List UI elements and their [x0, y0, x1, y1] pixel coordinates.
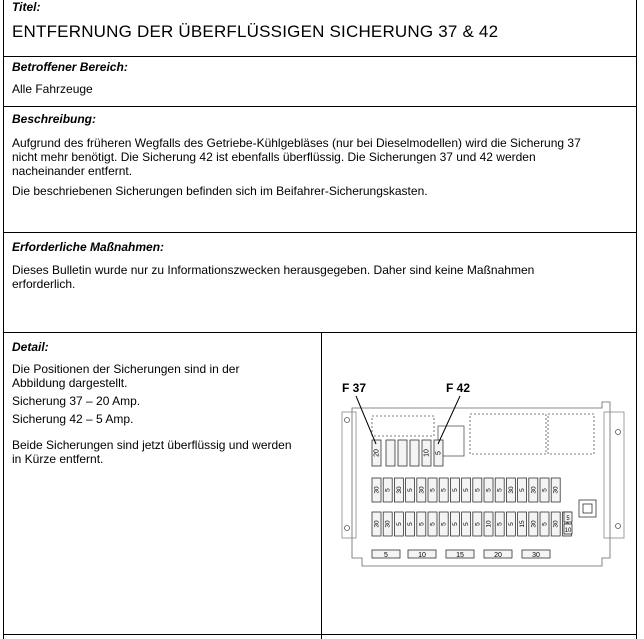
- detail-line: Sicherung 42 – 5 Amp.: [12, 412, 134, 426]
- fuse-label: 5: [519, 488, 527, 492]
- fuse-label: 30: [395, 486, 403, 494]
- fuse-label: 5: [507, 522, 515, 526]
- description-line: Die beschriebenen Sicherungen befinden sich im Beifahrer-Sicherungskasten.: [12, 184, 428, 198]
- description-line: nicht mehr benötigt. Die Sicherung 42 ist ebenfalls überflüssig. Die Sicherungen 37 und 42 werden: [12, 150, 536, 164]
- fuse-label: 10: [485, 520, 493, 528]
- divider: [3, 232, 637, 233]
- mounting-bracket: [604, 412, 624, 538]
- fuse: [386, 440, 395, 466]
- fuse-label: 30: [552, 520, 560, 528]
- fuse-label: 5: [496, 488, 504, 492]
- description-text: [12, 136, 632, 198]
- fuse-label: 30: [552, 486, 560, 494]
- relay: [579, 500, 596, 517]
- actions-text: [12, 263, 632, 291]
- divider: [3, 634, 637, 635]
- divider: [3, 332, 637, 333]
- affected-label: Betroffener Bereich:: [12, 60, 128, 74]
- callout-f42: F 42: [446, 381, 471, 395]
- fuse-label: 5: [451, 488, 459, 492]
- relay-inner: [583, 504, 592, 513]
- description-label: Beschreibung:: [12, 112, 97, 126]
- description-line: Aufgrund des früheren Wegfalls des Getriebe-Kühlgebläses (nur bei Dieselmodellen) wird die Sicherung 37: [12, 136, 581, 150]
- fuse-label: 5: [474, 522, 482, 526]
- fuse-label: 10: [564, 528, 572, 534]
- fuse-label: 5: [463, 488, 471, 492]
- affected-text: Alle Fahrzeuge: [12, 82, 93, 96]
- title-label: Titel:: [12, 0, 41, 14]
- divider: [3, 56, 637, 57]
- fuse-label: 30: [532, 552, 540, 559]
- fuse: [398, 440, 407, 466]
- fuse-label: 10: [418, 552, 426, 559]
- fuse-label: 30: [418, 486, 426, 494]
- fuse-label: 5: [485, 488, 493, 492]
- fuse-label: 5: [418, 522, 426, 526]
- fuse-label: 30: [373, 486, 381, 494]
- column-divider: [321, 332, 322, 639]
- callout-line: [438, 396, 460, 444]
- detail-text: [12, 362, 317, 466]
- mount-hole: [345, 418, 350, 423]
- fuse-label: 5: [429, 488, 437, 492]
- detail-label: Detail:: [12, 340, 49, 354]
- fuse-label: 30: [530, 520, 538, 528]
- page-title: ENTFERNUNG DER ÜBERFLÜSSIGEN SICHERUNG 37 & 42: [12, 22, 499, 41]
- callout-line: [356, 396, 376, 444]
- fuse-label: 20: [373, 449, 381, 457]
- mounting-bracket: [342, 412, 356, 538]
- actions-label: Erforderliche Maßnahmen:: [12, 240, 165, 254]
- detail-line: Die Positionen der Sicherungen sind in der: [12, 362, 240, 376]
- relay-block: [372, 416, 434, 436]
- fuse-label: 5: [384, 552, 388, 559]
- fuse-box-diagram: [338, 378, 634, 574]
- detail-line: Abbildung dargestellt.: [12, 376, 128, 390]
- detail-line: in Kürze entfernt.: [12, 452, 104, 466]
- fuse-label: 5: [440, 522, 448, 526]
- callout-f37: F 37: [342, 381, 367, 395]
- mount-hole: [345, 526, 350, 531]
- fuse-label: 5: [407, 522, 415, 526]
- fuse-label: 30: [373, 520, 381, 528]
- mount-hole: [616, 524, 621, 529]
- fuse: [410, 440, 419, 466]
- fuse-label: 5: [541, 522, 549, 526]
- fuse-label: 5: [435, 451, 443, 455]
- fuse-label: 10: [423, 449, 431, 457]
- fuse-label: 5: [440, 488, 448, 492]
- fuse-label: 5: [395, 522, 403, 526]
- mount-hole: [616, 430, 621, 435]
- fuse-label: 5: [566, 516, 570, 522]
- fuse-label: 5: [407, 488, 415, 492]
- description-line: nacheinander entfernt.: [12, 164, 133, 178]
- detail-line: Beide Sicherungen sind jetzt überflüssig und werden: [12, 438, 292, 452]
- fuse-label: 30: [530, 486, 538, 494]
- fuse-label: 5: [384, 488, 392, 492]
- fuse-label: 30: [507, 486, 515, 494]
- fuse-label: 5: [451, 522, 459, 526]
- fuse-label: 30: [384, 520, 392, 528]
- fuse-label: 5: [463, 522, 471, 526]
- fuse-label: 5: [429, 522, 437, 526]
- fuse-label: 15: [456, 552, 464, 559]
- relay-block: [470, 414, 546, 454]
- divider: [3, 106, 637, 107]
- fuse-label: 20: [494, 552, 502, 559]
- relay-block: [548, 414, 594, 454]
- detail-line: Sicherung 37 – 20 Amp.: [12, 394, 141, 408]
- actions-line: erforderlich.: [12, 277, 76, 291]
- fuse-label: 5: [496, 522, 504, 526]
- fuse-label: 5: [474, 488, 482, 492]
- fuse-label: 5: [541, 488, 549, 492]
- actions-line: Dieses Bulletin wurde nur zu Informationszwecken herausgegeben. Daher sind keine Maßnahmen: [12, 263, 535, 277]
- fuse-label: 15: [519, 520, 527, 528]
